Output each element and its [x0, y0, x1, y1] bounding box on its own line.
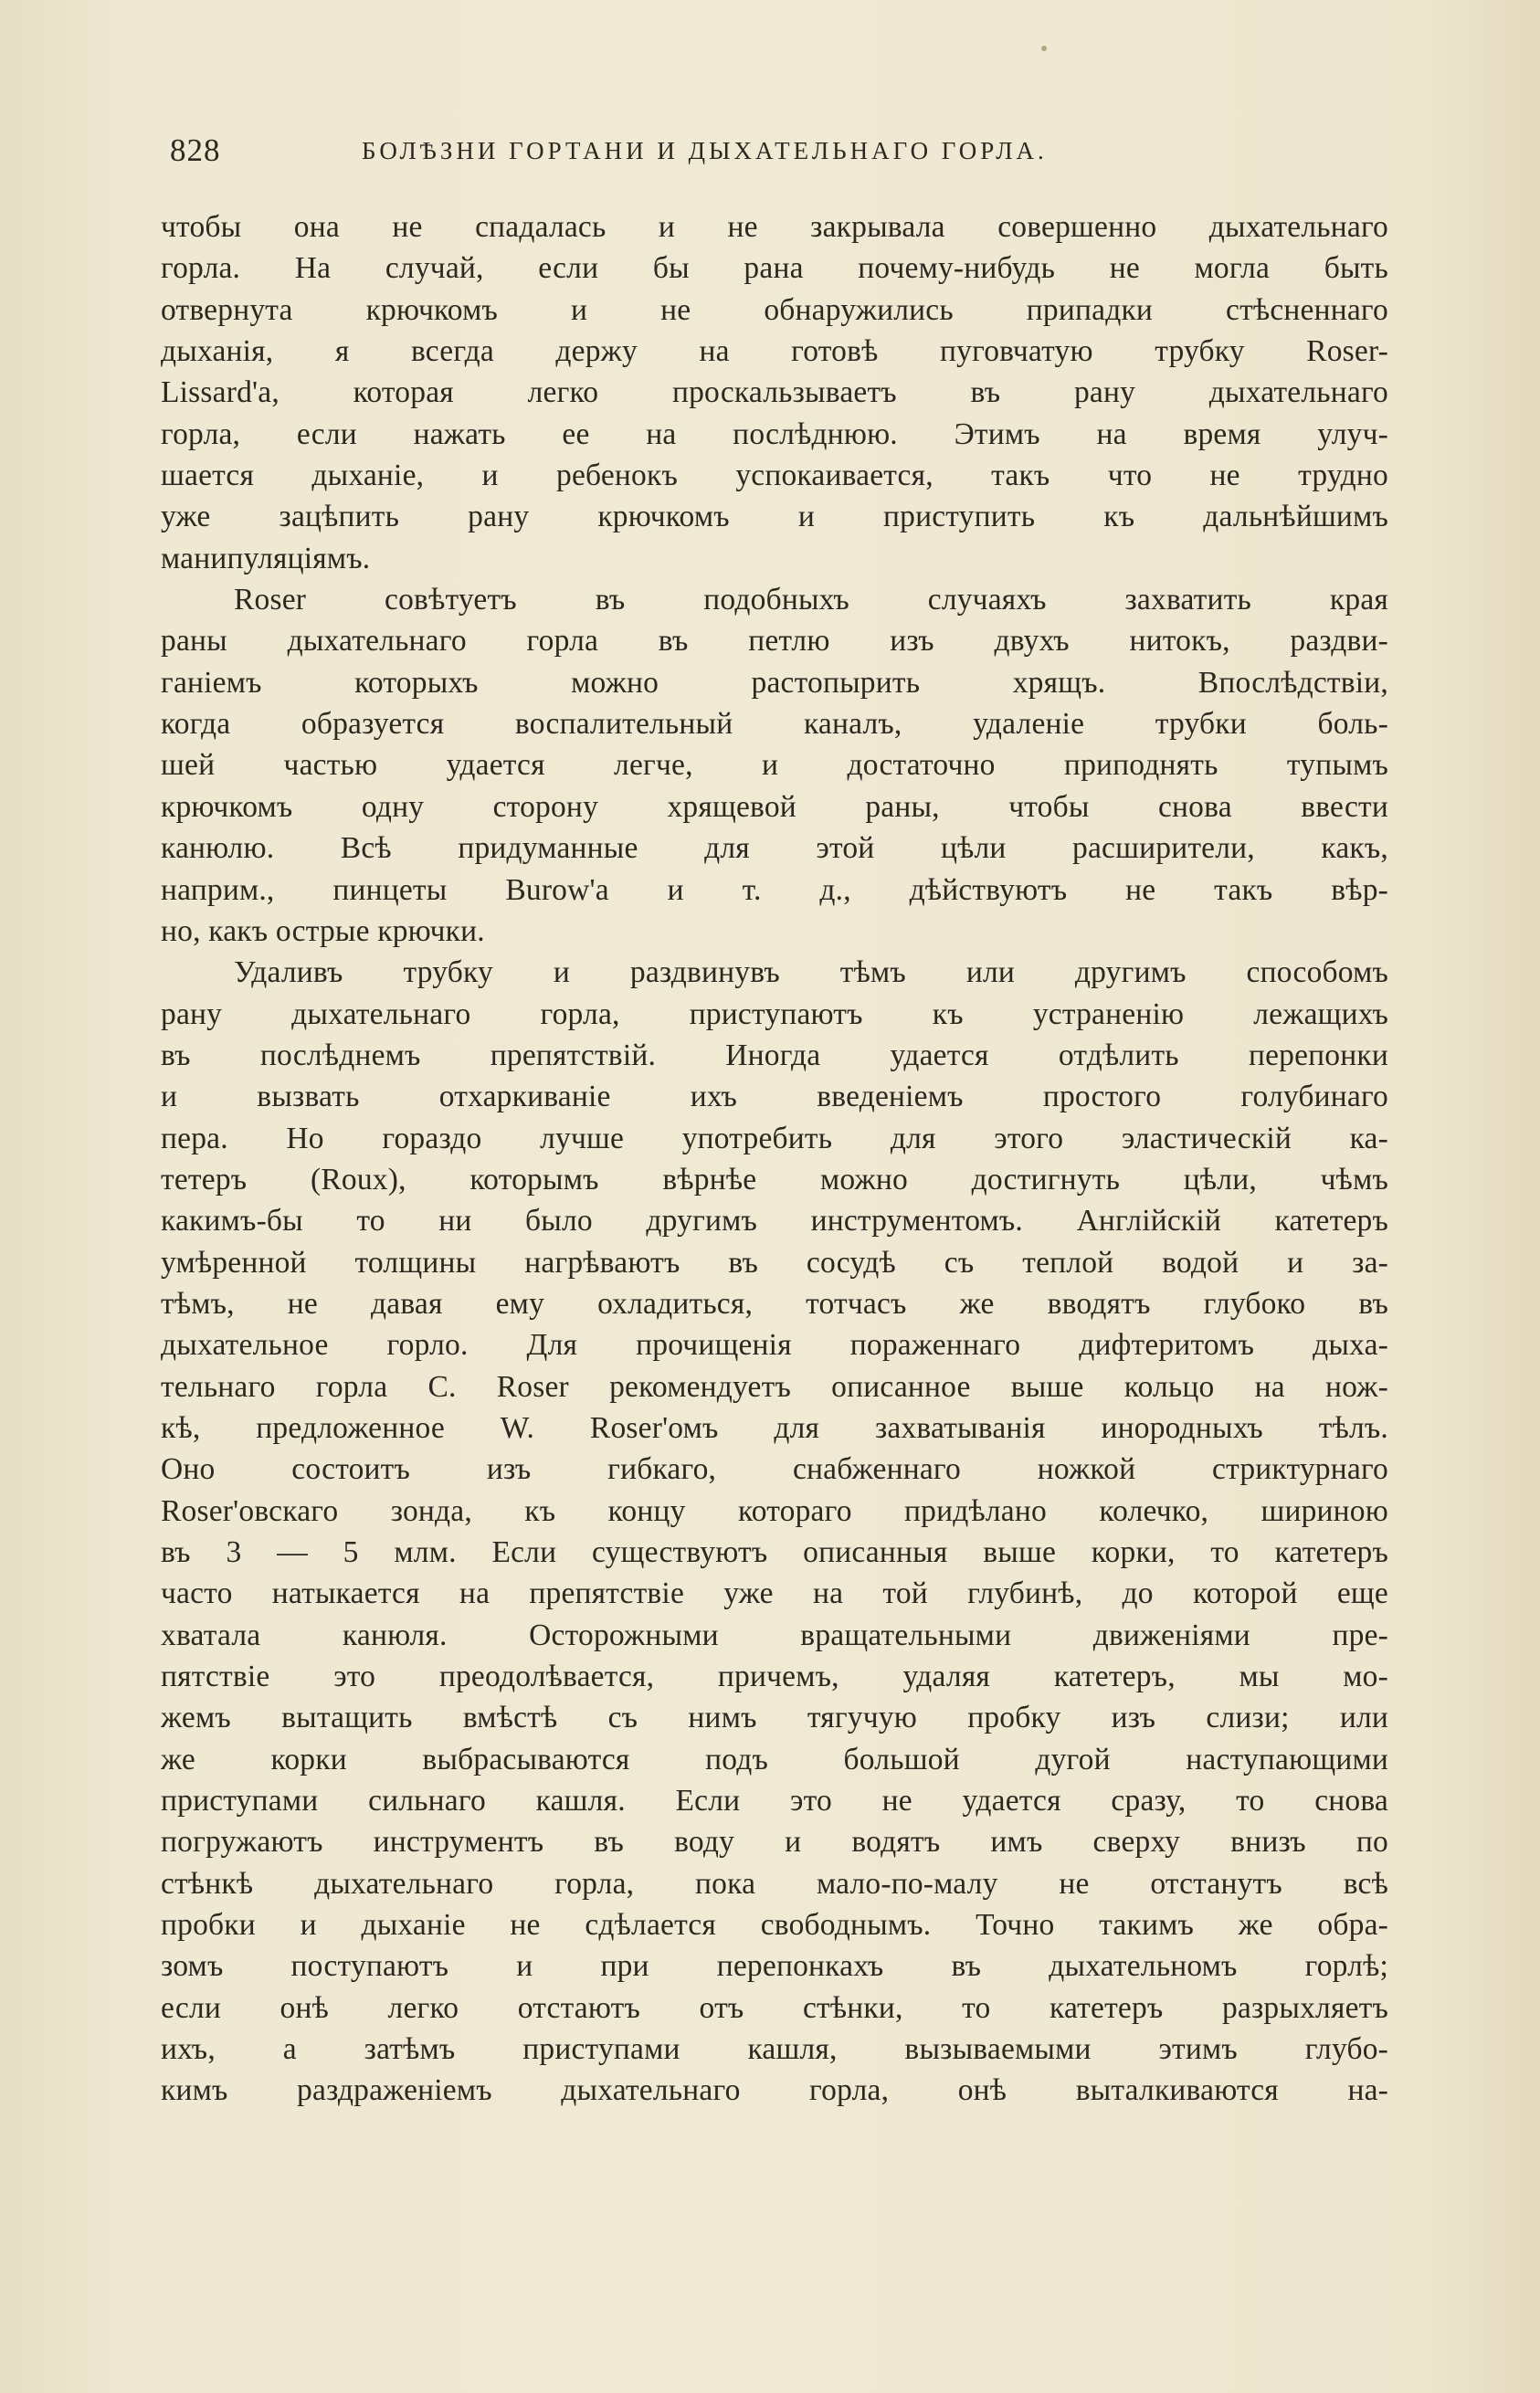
text-line: Roser'овскаго зонда, къ концу котораго придѣлано колечко, шириною — [161, 1493, 1388, 1528]
text-line: хватала канюля. Осторожными вращательными движеніями пре- — [161, 1618, 1388, 1652]
text-line: рану дыхательнаго горла, приступаютъ къ устраненію лежащихъ — [161, 996, 1388, 1031]
text-line: горла. На случай, если бы рана почему-нибудь не могла быть — [161, 251, 1388, 286]
text-line: пятствіе это преодолѣвается, причемъ, удаляя катетеръ, мы мо- — [161, 1660, 1388, 1694]
text-line: кимъ раздраженіемъ дыхательнаго горла, онѣ выталкиваются на- — [161, 2073, 1388, 2108]
text-line: пера. Но гораздо лучше употребить для этого эластическій ка- — [161, 1121, 1388, 1155]
text-line: же корки выбрасываются подъ большой дугой наступающими — [161, 1742, 1388, 1776]
text-line: кѣ, предложенное W. Roser'омъ для захватыванія инородныхъ тѣлъ. — [161, 1410, 1388, 1445]
text-line: крючкомъ одну сторону хрящевой раны, чтобы снова ввести — [161, 789, 1388, 824]
text-line: шается дыханіе, и ребенокъ успокаивается, такъ что не трудно — [161, 459, 1388, 493]
text-line: наприм., пинцеты Burow'а и т. д., дѣйствуютъ не такъ вѣр- — [161, 872, 1388, 907]
text-line: пробки и дыханіе не сдѣлается свободнымъ. Точно такимъ же обра- — [161, 1908, 1388, 1943]
text-line: чтобы она не спадалась и не закрывала совершенно дыхательнаго — [161, 210, 1388, 244]
page-header — [170, 128, 1385, 174]
text-line: какимъ-бы то ни было другимъ инструментомъ. Англійскій катетеръ — [161, 1204, 1388, 1239]
text-line: дыханія, я всегда держу на готовѣ пуговчатую трубку Roser- — [161, 334, 1388, 369]
text-line: и вызвать отхаркиваніе ихъ введеніемъ простого голубинаго — [161, 1080, 1388, 1114]
text-line: но, какъ острые крючки. — [161, 913, 485, 948]
running-title: БОЛѢЗНИ ГОРТАНИ И ДЫХАТЕЛЬНАГО ГОРЛА. — [362, 136, 1048, 164]
text-line: раны дыхательнаго горла въ петлю изъ двухъ нитокъ, раздви- — [161, 624, 1388, 659]
text-line: ихъ, а затѣмъ приступами кашля, вызываемыми этимъ глубо- — [161, 2032, 1388, 2067]
text-line: жемъ вытащить вмѣстѣ съ нимъ тягучую пробку изъ слизи; или — [161, 1701, 1388, 1735]
text-line: тетеръ (Roux), которымъ вѣрнѣе можно достигнуть цѣли, чѣмъ — [161, 1162, 1388, 1196]
text-line: отвернута крючкомъ и не обнаружились припадки стѣсненнаго — [161, 292, 1388, 327]
text-line: если онѣ легко отстаютъ отъ стѣнки, то катетеръ разрыхляетъ — [161, 1990, 1388, 2025]
text-line: Roser совѣтуетъ въ подобныхъ случаяхъ захватить края — [234, 583, 1388, 617]
text-line: уже зацѣпить рану крючкомъ и приступить къ дальнѣйшимъ — [161, 500, 1388, 534]
text-line: канюлю. Всѣ придуманные для этой цѣли расширители, какъ, — [161, 831, 1388, 866]
text-line: горла, если нажать ее на послѣднюю. Этимъ на время улуч- — [161, 416, 1388, 451]
text-line: тѣмъ, не давая ему охладиться, тотчасъ же вводятъ глубоко въ — [161, 1286, 1388, 1321]
text-line: Удаливъ трубку и раздвинувъ тѣмъ или другимъ способомъ — [234, 955, 1388, 990]
text-line: стѣнкѣ дыхательнаго горла, пока мало-по-малу не отстанутъ всѣ — [161, 1866, 1388, 1901]
page-number: 828 — [170, 132, 221, 168]
text-line: погружаютъ инструментъ въ воду и водятъ имъ сверху внизъ по — [161, 1825, 1388, 1860]
text-line: часто натыкается на препятствіе уже на той глубинѣ, до которой еще — [161, 1576, 1388, 1611]
text-line: шей частью удается легче, и достаточно приподнять тупымъ — [161, 748, 1388, 783]
text-line: въ 3 — 5 млм. Если существуютъ описанныя выше корки, то катетеръ — [161, 1535, 1388, 1569]
text-line: ганіемъ которыхъ можно растопырить хрящъ. Впослѣдствіи, — [161, 665, 1388, 700]
text-line: Lissard'а, которая легко проскальзываетъ въ рану дыхательнаго — [161, 375, 1388, 410]
text-line: дыхательное горло. Для прочищенія пораженнаго дифтеритомъ дыха- — [161, 1328, 1388, 1363]
text-line: Оно состоитъ изъ гибкаго, снабженнаго ножкой стриктурнаго — [161, 1452, 1388, 1487]
text-line: въ послѣднемъ препятствій. Иногда удается отдѣлить перепонки — [161, 1038, 1388, 1072]
text-line: когда образуется воспалительный каналъ, удаленіе трубки боль- — [161, 707, 1388, 742]
text-line: манипуляціямъ. — [161, 541, 371, 575]
text-line: умѣренной толщины нагрѣваютъ въ сосудѣ съ теплой водой и за- — [161, 1245, 1388, 1280]
text-line: зомъ поступаютъ и при перепонкахъ въ дыхательномъ горлѣ; — [161, 1949, 1388, 1984]
text-line: тельнаго горла C. Roser рекомендуетъ описанное выше кольцо на нож- — [161, 1369, 1388, 1404]
body-text — [161, 206, 1388, 2112]
text-line: приступами сильнаго кашля. Если это не удается сразу, то снова — [161, 1784, 1388, 1818]
paper-speck — [1041, 46, 1047, 51]
